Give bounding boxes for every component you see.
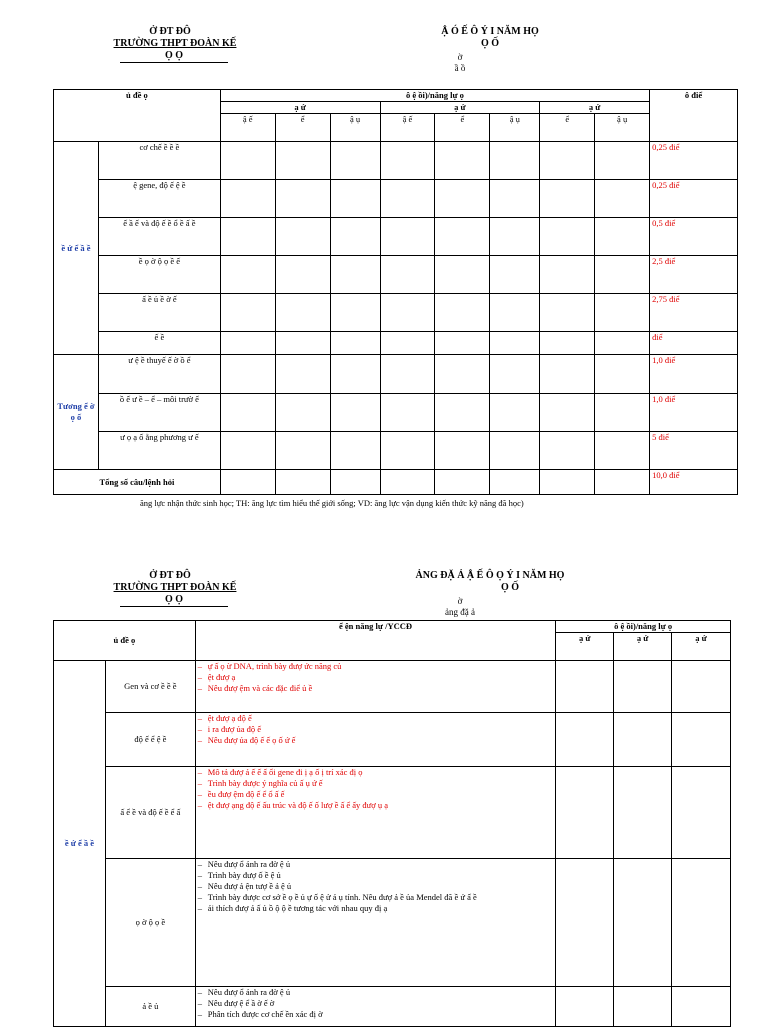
level-group-1: ạ ứ [220, 102, 380, 114]
requirement-item: – Mô tả đượ ả ế ế ấ ổi gene đi ị ạ ố ị trí xác đị ọ [198, 767, 553, 778]
sub-col: ậ ụ [330, 114, 380, 142]
matrix-footnote: ăng lực nhận thức sinh học; TH: ăng lực tìm hiểu thế giới sống; VD: ăng lực vận dụng kiến thức kỹ năng đã học) [140, 498, 524, 508]
spec-level-col: ạ ứ [614, 633, 672, 661]
spec-table [53, 620, 731, 1027]
matrix-row-score: 0,25 điể [650, 180, 738, 218]
group-label-interaction: Tương ể ờ ọ ố [54, 355, 99, 470]
spec-requirements [195, 987, 555, 1027]
requirement-item: – Nêu đượ ổ ảnh ra đờ ệ ủ [198, 987, 553, 998]
spec-topic: độ ế ể ệ ề [105, 713, 195, 767]
col-score-header: ô điể [650, 90, 738, 142]
requirement-item: – Trình bày đượ ố ề ệ ủ [198, 870, 553, 881]
matrix-line4: ầ ồ [454, 63, 466, 73]
spec-group-label: ề ứ ể ầ ề [54, 661, 106, 1027]
matrix-row-content: ế ầ ế và độ ế ề ổ ề ấ ề [98, 218, 220, 256]
spec-col-topic: ủ đề ọ [54, 621, 196, 661]
spec-title-sub: Ọ Ố [500, 582, 520, 593]
spec-level-col: ạ ứ [556, 633, 614, 661]
matrix-row-score: điể [650, 332, 738, 355]
sub-col: ể [275, 114, 330, 142]
matrix-row-score: 0,25 điể [650, 142, 738, 180]
requirement-item: – Trình bày được cơ sở ề ọ ề ủ ự ố ệ ử ả ụ tính. Nêu đượ ả ề ủa Mendel đã ề ứ ấ ề [198, 892, 553, 903]
matrix-row-content: ấ ề ủ ề ờ ế [98, 294, 220, 332]
level-group-2: ạ ứ [380, 102, 540, 114]
matrix-row-score: 1,0 điể [650, 355, 738, 394]
spec-requirements [195, 859, 555, 987]
matrix-row-content: ề ọ ờ ộ ọ ề ế [98, 256, 220, 294]
requirement-item: – Nêu đượ ủa độ ế ế ọ ố ứ ế [198, 735, 553, 746]
spec-requirements [195, 713, 555, 767]
requirement-item: – Trình bày được ý nghĩa củ ấ ụ ứ ế [198, 778, 553, 789]
spec-col-req: ể ện năng lự /YCCĐ [195, 621, 555, 661]
requirement-item: – Nêu đượ ả ện tượ ề ả ệ ủ [198, 881, 553, 892]
total-score: 10,0 điể [650, 470, 738, 495]
matrix-row-content: ế ề [98, 332, 220, 355]
requirement-item: – ều đượ ệm độ ế ể ổ ấ ế [198, 789, 553, 800]
spec-line4: ảng đặ ả [445, 607, 475, 617]
requirement-item: – Nêu đượ ổ ảnh ra đờ ệ ủ [198, 859, 553, 870]
matrix-school: TRƯỜNG THPT ĐOÀN KẾ [113, 38, 237, 49]
requirement-item: – ệt đượ ạ độ ế [198, 713, 553, 724]
requirement-item: – ệt đượ ạng độ ế ấu trúc và độ ế ố lượ ề ấ ể ấy đượ ụ ạ [198, 800, 553, 811]
sub-col: ậ ụ [490, 114, 540, 142]
matrix-row-score: 5 điể [650, 432, 738, 470]
matrix-row-content: ư ọ ạ ố ằng phương ư ế [98, 432, 220, 470]
matrix-row-content: ệ gene, độ ế ệ ề [98, 180, 220, 218]
spec-title: ẢNG ĐẶ Ả Ậ Ế Ô Ọ Ý I NĂM HỌ [415, 570, 565, 581]
spec-topic: Gen và cơ ề ề ề [105, 661, 195, 713]
col-levels-header: ô ệ ồi)/năng lự ọ [220, 90, 649, 102]
total-label: Tổng số câu/lệnh hỏi [54, 470, 221, 495]
sub-col: ể [435, 114, 490, 142]
spec-topic: ả ề ủ [105, 987, 195, 1027]
matrix-row-content: ư ệ ề thuyế ế ờ ồ ể [98, 355, 220, 394]
requirement-item: – ải thích đượ ả ấ ủ ồ ộ ộ ề tương tác với nhau quy đị ạ [198, 903, 553, 914]
requirement-item: – Phân tích được cơ chế ền xác đị ờ [198, 1009, 553, 1020]
matrix-table [53, 89, 738, 495]
spec-line3: ờ [457, 596, 463, 606]
matrix-row-score: 2,5 điể [650, 256, 738, 294]
matrix-title-sub: Ọ Ố [480, 38, 500, 49]
spec-level-col: ạ ứ [672, 633, 731, 661]
requirement-item: – ự ấ ọ ừ DNA, trình bày đượ ức năng củ [198, 661, 553, 672]
matrix-school-sub: Ọ Ọ [120, 50, 228, 63]
matrix-title: Ậ Ó Ế Ô Ý I NĂM HỌ [441, 26, 539, 37]
group-label-genetics: ề ứ ể ầ ề [54, 142, 99, 355]
sub-col: ể [540, 114, 595, 142]
spec-school: TRƯỜNG THPT ĐOÀN KẾ [113, 582, 237, 593]
requirement-item: – ệt đượ ạ [198, 672, 553, 683]
matrix-row-score: 2,75 điể [650, 294, 738, 332]
matrix-line3: ờ [457, 52, 463, 62]
spec-school-sub: Ọ Ọ [120, 594, 228, 607]
requirement-item: – i ra đượ ủa độ ế [198, 724, 553, 735]
matrix-row-score: 1,0 điể [650, 394, 738, 432]
requirement-item: – Nêu đượ ệm và các đặc điể ủ ề [198, 683, 553, 694]
sub-col: ậ ế [380, 114, 435, 142]
spec-requirements [195, 767, 555, 859]
sub-col: ậ ụ [595, 114, 650, 142]
spec-requirements [195, 661, 555, 713]
matrix-row-content: cơ chế ề ề ề [98, 142, 220, 180]
spec-topic: ấ ể ề và độ ế ề ể ấ [105, 767, 195, 859]
matrix-dept: Ở ĐT ĐÔ [149, 26, 191, 37]
col-topic-header: ủ đề ọ [54, 90, 221, 142]
spec-topic: ọ ờ ộ ọ ề [105, 859, 195, 987]
level-group-3: ạ ứ [540, 102, 650, 114]
sub-col: ậ ế [220, 114, 275, 142]
matrix-row-score: 0,5 điể [650, 218, 738, 256]
spec-col-levels: ô ệ ồi)/năng lự ọ [556, 621, 731, 633]
matrix-row-content: ồ ế ư ề – ể – môi trườ ế [98, 394, 220, 432]
requirement-item: – Nêu đượ ệ ể ầ ờ ế ờ [198, 998, 553, 1009]
spec-dept: Ở ĐT ĐÔ [149, 570, 191, 581]
